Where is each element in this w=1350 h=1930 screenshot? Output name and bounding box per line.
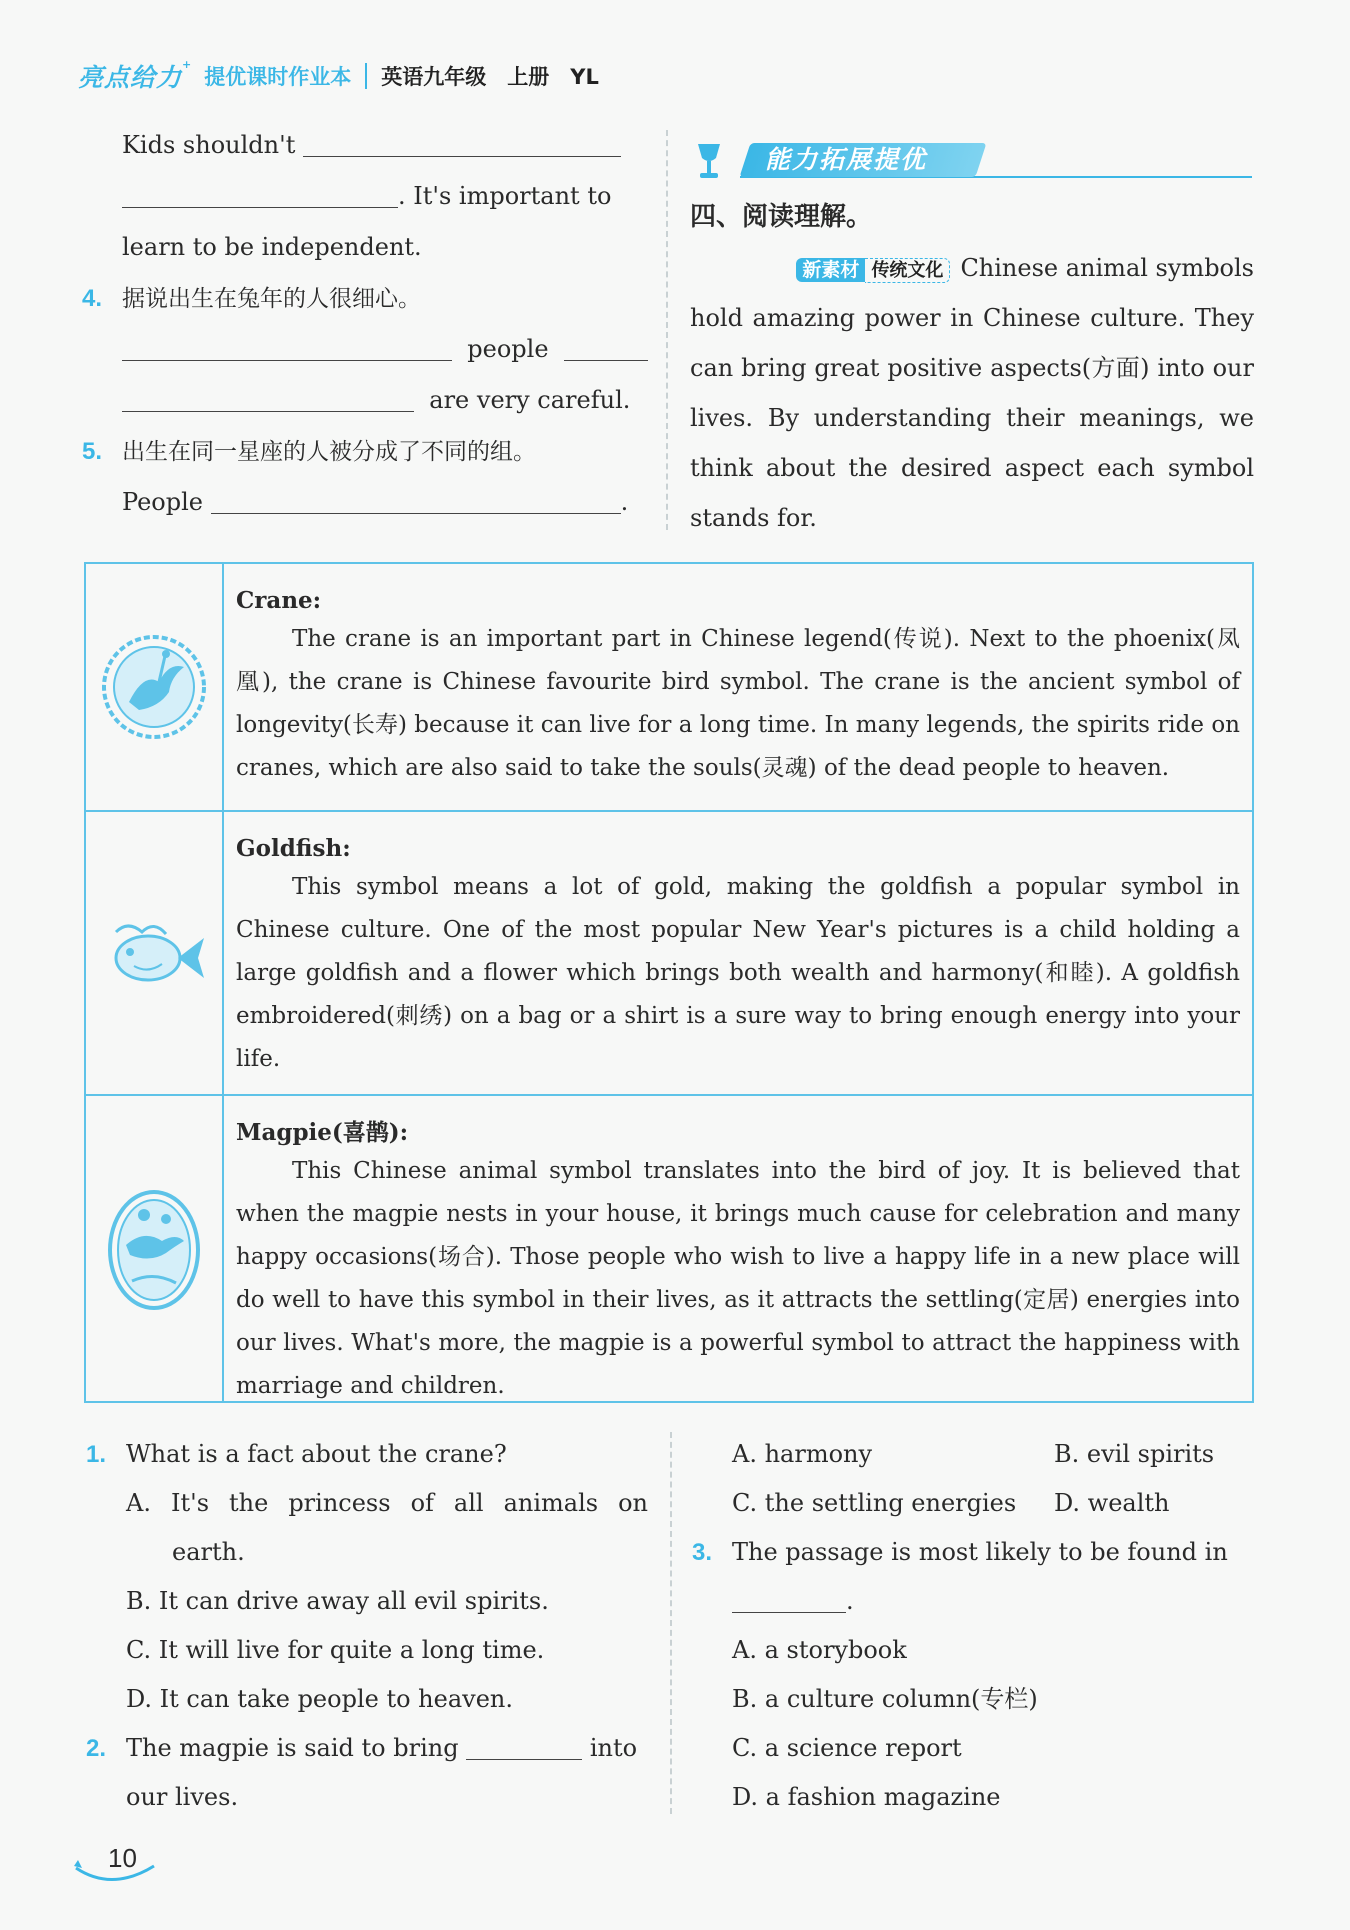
answer-blank[interactable]: [564, 334, 648, 361]
exercise-4-line-1: people: [122, 324, 648, 374]
exercise-line-3: learn to be independent.: [122, 233, 422, 261]
section-heading: 四、阅读理解。: [690, 202, 873, 232]
intro-line-6: stands for.: [690, 504, 817, 532]
column-divider: [670, 1432, 672, 1814]
magpie-entry: [236, 1116, 1240, 1408]
q3-option-b[interactable]: B. a culture column(专栏): [732, 1685, 1038, 1713]
question-2: 2. The magpie is said to bring into: [86, 1734, 638, 1762]
table-row: [86, 810, 1252, 1096]
question-1: 1. What is a fact about the crane?: [86, 1440, 507, 1468]
q3-option-d[interactable]: D. a fashion magazine: [732, 1783, 1001, 1811]
q1-option-a-cont: earth.: [172, 1538, 245, 1566]
q1-option-c[interactable]: C. It will live for quite a long time.: [126, 1636, 545, 1664]
answer-blank[interactable]: [466, 1733, 582, 1760]
trophy-icon: [692, 140, 726, 184]
q2-option-d[interactable]: D. wealth: [1054, 1489, 1170, 1517]
intro-line-2: hold amazing power in Chinese culture. They: [690, 304, 1254, 332]
question-3: 3. The passage is most likely to be found in: [692, 1538, 1228, 1566]
table-row: [86, 564, 1252, 810]
q2-option-b[interactable]: B. evil spirits: [1054, 1440, 1215, 1468]
header-divider: [365, 63, 367, 89]
q1-option-d[interactable]: D. It can take people to heaven.: [126, 1685, 513, 1713]
q3-option-a[interactable]: A. a storybook: [732, 1636, 907, 1664]
goldfish-title: Goldfish:: [236, 835, 351, 862]
brand-logo: 亮点给力+: [78, 58, 193, 92]
q1-option-b[interactable]: B. It can drive away all evil spirits.: [126, 1587, 549, 1615]
exercise-5-prompt: 5. 出生在同一星座的人被分成了不同的组。: [82, 438, 536, 465]
magpie-papercut-icon: [86, 1096, 224, 1403]
goldfish-entry: [236, 832, 1240, 1081]
q1-option-a[interactable]: A. It's the princess of all animals on: [126, 1489, 648, 1517]
column-divider: [666, 130, 668, 530]
book-subtitle: 提优课时作业本: [204, 65, 352, 89]
exercise-line-1: Kids shouldn't: [122, 120, 621, 170]
crane-entry: [236, 584, 1240, 790]
goldfish-text: This symbol means a lot of gold, making the goldfish a popular symbol in Chinese culture. One of the most popular New Year's pictures is a child holding a large goldfish and a flower which brings both wealth and harmony(和睦). A goldfish embroidered(刺绣) on a bag or a shirt is a sure way to bring enough energy into your life.: [236, 874, 1240, 1072]
exercise-5-line: People .: [122, 488, 629, 516]
goldfish-papercut-icon: [86, 812, 224, 1096]
table-row: [86, 1094, 1252, 1403]
crane-text: The crane is an important part in Chinese legend(传说). Next to the phoenix(凤凰), the crane is Chinese favourite bird symbol. The crane is the ancient symbol of longevity(长寿) because it can live for a long time. In many legends, the spirits ride on cranes, which are also said to take the souls(灵魂) of the dead people to heaven.: [236, 626, 1240, 781]
crane-title: Crane:: [236, 587, 322, 614]
answer-blank[interactable]: [122, 181, 398, 208]
answer-blank[interactable]: [122, 334, 452, 361]
question-3-blank-line: .: [732, 1577, 854, 1626]
course-label: 英语九年级 上册 YL: [381, 65, 599, 89]
answer-blank[interactable]: [211, 487, 621, 514]
q2-option-c[interactable]: C. the settling energies: [732, 1489, 1017, 1517]
section-banner: 能力拓展提优: [765, 145, 928, 174]
intro-line-5: think about the desired aspect each symbol: [690, 454, 1254, 482]
intro-line-1: 新素材 传统文化 Chinese animal symbols: [742, 243, 1254, 296]
q3-option-c[interactable]: C. a science report: [732, 1734, 962, 1762]
exercise-4-prompt: 4. 据说出生在兔年的人很细心。: [82, 285, 421, 312]
question-2-cont: our lives.: [126, 1783, 239, 1811]
magpie-title: Magpie(喜鹊):: [236, 1119, 409, 1146]
page-header: [78, 56, 599, 96]
page-number: 10: [108, 1843, 137, 1873]
answer-blank[interactable]: [303, 130, 621, 157]
exercise-line-2: . It's important to: [122, 171, 611, 221]
exercise-4-line-2: are very careful.: [122, 375, 630, 425]
symbol-table: [84, 562, 1254, 1403]
answer-blank[interactable]: [122, 385, 414, 412]
magpie-text: This Chinese animal symbol translates into the bird of joy. It is believed that when the magpie nests in your house, it brings much cause for celebration and many happy occasions(场合). Those people who wish to live a happy life in a new place will do well to have this symbol in their lives, as it attracts the settling(定居) energies into our lives. What's more, the magpie is a powerful symbol to attract the happiness with marriage and children.: [236, 1158, 1240, 1399]
intro-line-3: can bring great positive aspects(方面) into our: [690, 354, 1254, 382]
intro-line-4: lives. By understanding their meanings, we: [690, 404, 1254, 432]
answer-blank[interactable]: [732, 1586, 846, 1613]
q2-option-a[interactable]: A. harmony: [732, 1440, 873, 1468]
crane-papercut-icon: [86, 564, 224, 810]
new-material-tag: 新素材 传统文化: [796, 243, 950, 296]
